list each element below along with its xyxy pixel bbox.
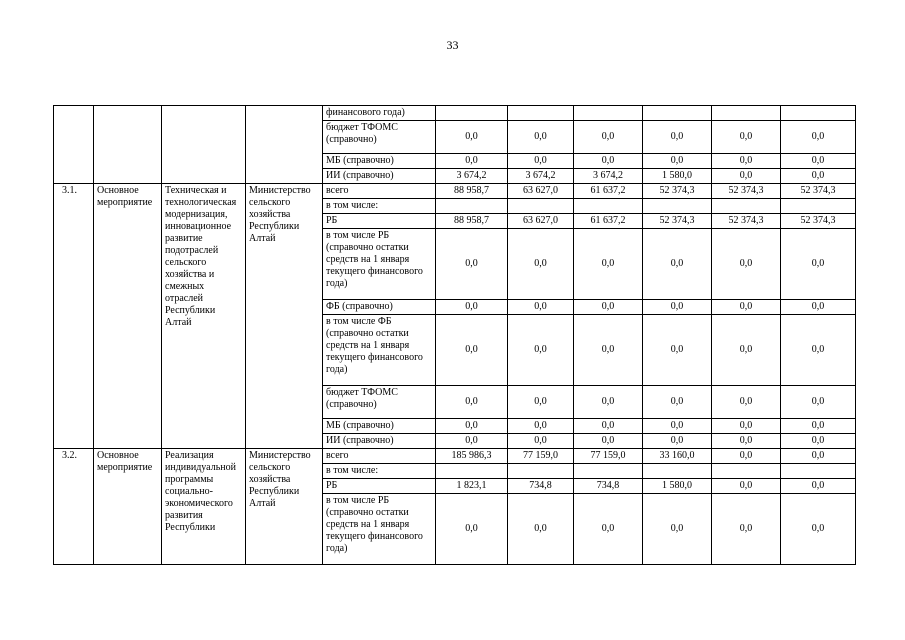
value-cell: 0,0 [781,229,856,300]
value-cell: 0,0 [643,494,712,565]
section-type: Основное мероприятие [94,449,162,565]
value-cell: 0,0 [574,121,643,154]
value-cell [712,106,781,121]
value-cell: 33 160,0 [643,449,712,464]
value-cell: 0,0 [712,434,781,449]
value-cell: 0,0 [712,449,781,464]
value-cell: 0,0 [712,494,781,565]
section-index: 3.1. [54,184,94,449]
value-cell: 61 637,2 [574,214,643,229]
value-cell: 0,0 [436,121,508,154]
value-cell: 0,0 [781,121,856,154]
value-cell: 0,0 [508,300,574,315]
value-cell: 0,0 [712,154,781,169]
source-cell: финансового года) [323,106,436,121]
value-cell [781,464,856,479]
name-cell [162,106,246,184]
source-cell: МБ (справочно) [323,154,436,169]
value-cell: 0,0 [781,386,856,419]
value-cell: 0,0 [643,386,712,419]
value-cell [436,106,508,121]
value-cell: 0,0 [643,300,712,315]
section-name: Техническая и технологическая модернизация, инновационное развитие подотраслей сельского хозяйства и смежных отраслей Республики Алтай [162,184,246,449]
value-cell: 77 159,0 [574,449,643,464]
value-cell: 3 674,2 [574,169,643,184]
value-cell: 0,0 [508,315,574,386]
value-cell [781,106,856,121]
value-cell: 88 958,7 [436,214,508,229]
value-cell: 0,0 [574,300,643,315]
source-cell: всего [323,449,436,464]
value-cell: 0,0 [508,419,574,434]
executor-cell [246,106,323,184]
value-cell [643,464,712,479]
value-cell: 3 674,2 [508,169,574,184]
value-cell: 0,0 [574,494,643,565]
value-cell [781,199,856,214]
value-cell: 0,0 [643,419,712,434]
value-cell: 0,0 [712,315,781,386]
value-cell [508,464,574,479]
value-cell: 0,0 [781,434,856,449]
value-cell: 0,0 [574,315,643,386]
value-cell: 734,8 [574,479,643,494]
table-row [54,106,856,121]
type-cell [94,106,162,184]
index-cell [54,106,94,184]
value-cell: 0,0 [781,449,856,464]
section-name: Реализация индивидуальной программы социально-экономического развития Республики [162,449,246,565]
table-body [54,106,856,565]
value-cell: 0,0 [436,494,508,565]
value-cell [436,199,508,214]
source-cell: в том числе: [323,464,436,479]
value-cell: 52 374,3 [781,214,856,229]
value-cell [574,199,643,214]
value-cell: 0,0 [712,419,781,434]
value-cell: 0,0 [643,315,712,386]
value-cell: 0,0 [436,434,508,449]
source-cell: бюджет ТФОМС (справочно) [323,121,436,154]
value-cell: 52 374,3 [643,214,712,229]
value-cell: 0,0 [436,386,508,419]
value-cell: 734,8 [508,479,574,494]
value-cell: 0,0 [781,479,856,494]
value-cell: 0,0 [436,300,508,315]
table-row [54,449,856,464]
source-cell: ФБ (справочно) [323,300,436,315]
value-cell: 0,0 [508,154,574,169]
value-cell: 0,0 [574,154,643,169]
source-cell: ИИ (справочно) [323,169,436,184]
value-cell [643,199,712,214]
value-cell: 61 637,2 [574,184,643,199]
budget-table [53,105,856,565]
value-cell: 0,0 [712,300,781,315]
value-cell: 0,0 [508,434,574,449]
value-cell [436,464,508,479]
value-cell: 0,0 [436,315,508,386]
value-cell: 0,0 [712,169,781,184]
source-cell: в том числе ФБ (справочно остатки средств на 1 января текущего финансового года) [323,315,436,386]
value-cell: 0,0 [781,494,856,565]
value-cell [508,106,574,121]
page-number: 33 [446,38,459,52]
source-cell: в том числе РБ (справочно остатки средств на 1 января текущего финансового года) [323,229,436,300]
value-cell: 1 580,0 [643,479,712,494]
value-cell: 88 958,7 [436,184,508,199]
source-cell: РБ [323,214,436,229]
value-cell: 52 374,3 [643,184,712,199]
value-cell: 0,0 [508,229,574,300]
value-cell: 0,0 [436,154,508,169]
value-cell: 0,0 [574,229,643,300]
value-cell: 0,0 [436,229,508,300]
value-cell: 0,0 [712,386,781,419]
source-cell: в том числе: [323,199,436,214]
value-cell: 0,0 [574,434,643,449]
value-cell: 77 159,0 [508,449,574,464]
value-cell: 0,0 [574,386,643,419]
value-cell [643,106,712,121]
value-cell: 0,0 [781,419,856,434]
value-cell [712,199,781,214]
value-cell: 0,0 [781,315,856,386]
value-cell [712,464,781,479]
source-cell: МБ (справочно) [323,419,436,434]
value-cell: 0,0 [781,154,856,169]
source-cell: бюджет ТФОМС (справочно) [323,386,436,419]
table-row [54,184,856,199]
section-executor: Министерство сельского хозяйства Республики Алтай [246,449,323,565]
value-cell: 0,0 [574,419,643,434]
value-cell: 0,0 [643,229,712,300]
source-cell: всего [323,184,436,199]
value-cell: 0,0 [712,229,781,300]
value-cell: 1 580,0 [643,169,712,184]
value-cell: 0,0 [712,121,781,154]
value-cell: 0,0 [508,386,574,419]
value-cell: 52 374,3 [712,184,781,199]
value-cell: 52 374,3 [781,184,856,199]
source-cell: ИИ (справочно) [323,434,436,449]
value-cell: 0,0 [436,419,508,434]
value-cell: 0,0 [508,494,574,565]
value-cell: 0,0 [781,169,856,184]
value-cell: 1 823,1 [436,479,508,494]
value-cell: 63 627,0 [508,214,574,229]
value-cell [574,106,643,121]
section-type: Основное мероприятие [94,184,162,449]
section-index: 3.2. [54,449,94,565]
value-cell: 0,0 [508,121,574,154]
source-cell: РБ [323,479,436,494]
value-cell: 63 627,0 [508,184,574,199]
source-cell: в том числе РБ (справочно остатки средств на 1 января текущего финансового года) [323,494,436,565]
value-cell [574,464,643,479]
value-cell: 185 986,3 [436,449,508,464]
value-cell: 0,0 [643,154,712,169]
value-cell: 0,0 [643,121,712,154]
value-cell: 0,0 [712,479,781,494]
value-cell: 0,0 [643,434,712,449]
value-cell: 0,0 [781,300,856,315]
value-cell: 3 674,2 [436,169,508,184]
section-executor: Министерство сельского хозяйства Республики Алтай [246,184,323,449]
value-cell: 52 374,3 [712,214,781,229]
value-cell [508,199,574,214]
